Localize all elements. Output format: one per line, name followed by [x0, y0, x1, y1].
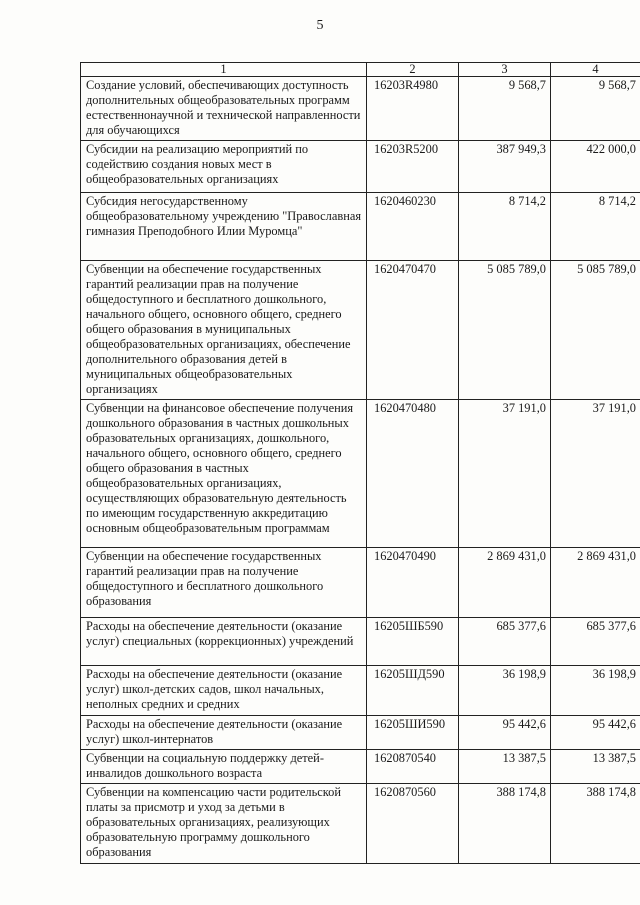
- row-description: Расходы на обеспечение деятельности (оказание услуг) школ-интернатов: [81, 716, 367, 750]
- row-value-col3: 8 714,2: [459, 193, 551, 261]
- row-value-col4: 685 377,6: [551, 618, 640, 666]
- row-description: Субвенции на социальную поддержку детей-инвалидов дошкольного возраста: [81, 750, 367, 784]
- row-code: 16205ШИ590: [367, 716, 459, 750]
- table-row: [81, 400, 640, 548]
- page-number: 5: [316, 18, 324, 33]
- table-row: [81, 666, 640, 716]
- row-value-col3: 387 949,3: [459, 141, 551, 193]
- table-row: [81, 784, 640, 864]
- row-code: 1620870560: [367, 784, 459, 864]
- row-value-col3: 36 198,9: [459, 666, 551, 716]
- column-header-2: 2: [367, 63, 459, 77]
- row-value-col3: 388 174,8: [459, 784, 551, 864]
- row-value-col4: 37 191,0: [551, 400, 640, 548]
- row-value-col4: 2 869 431,0: [551, 548, 640, 618]
- row-value-col4: 422 000,0: [551, 141, 640, 193]
- row-value-col4: 9 568,7: [551, 77, 640, 141]
- row-value-col4: 388 174,8: [551, 784, 640, 864]
- row-description: Расходы на обеспечение деятельности (оказание услуг) специальных (коррекционных) учреждений: [81, 618, 367, 666]
- row-value-col4: 95 442,6: [551, 716, 640, 750]
- row-description: Субсидия негосударственному общеобразовательному учреждению "Православная гимназия Преподобного Илии Муромца": [81, 193, 367, 261]
- row-value-col3: 2 869 431,0: [459, 548, 551, 618]
- row-value-col3: 9 568,7: [459, 77, 551, 141]
- row-description: Расходы на обеспечение деятельности (оказание услуг) школ-детских садов, школ начальных, неполных средних и средних: [81, 666, 367, 716]
- table-row: [81, 141, 640, 193]
- column-header-4: 4: [551, 63, 640, 77]
- row-description: Субсидии на реализацию мероприятий по содействию создания новых мест в общеобразовательных организациях: [81, 141, 367, 193]
- row-value-col4: 5 085 789,0: [551, 261, 640, 400]
- row-code: 16205ШД590: [367, 666, 459, 716]
- row-value-col4: 13 387,5: [551, 750, 640, 784]
- row-description: Субвенции на обеспечение государственных гарантий реализации прав на получение общедоступного и бесплатного дошкольного, начального общего, основного общего, среднего общего образования в муниципальных общеобразовательных организациях, обеспечение дополнительного образования детей в муниципальных общеобразовательных организациях: [81, 261, 367, 400]
- row-code: 1620470490: [367, 548, 459, 618]
- row-code: 1620460230: [367, 193, 459, 261]
- row-value-col4: 8 714,2: [551, 193, 640, 261]
- row-code: 16203R4980: [367, 77, 459, 141]
- row-code: 1620470480: [367, 400, 459, 548]
- row-description: Субвенции на компенсацию части родительской платы за присмотр и уход за детьми в образовательных организациях, реализующих образовательную программу дошкольного образования: [81, 784, 367, 864]
- table-row: [81, 618, 640, 666]
- row-code: 16203R5200: [367, 141, 459, 193]
- table-row: [81, 261, 640, 400]
- table-row: [81, 750, 640, 784]
- row-value-col4: 36 198,9: [551, 666, 640, 716]
- row-code: 1620870540: [367, 750, 459, 784]
- table-row: [81, 716, 640, 750]
- table-row: [81, 77, 640, 141]
- budget-table: [80, 62, 640, 864]
- column-header-3: 3: [459, 63, 551, 77]
- row-value-col3: 13 387,5: [459, 750, 551, 784]
- row-value-col3: 95 442,6: [459, 716, 551, 750]
- row-description: Субвенции на финансовое обеспечение получения дошкольного образования в частных дошкольных образовательных организациях, дошкольного, начального общего, основного общего, среднего общего образования в частных общеобразовательных организациях, осуществляющих образовательную деятельность по имеющим государственную аккредитацию основным общеобразовательным программам: [81, 400, 367, 548]
- table-row: [81, 548, 640, 618]
- row-description: Субвенции на обеспечение государственных гарантий реализации прав на получение общедоступного и бесплатного дошкольного образования: [81, 548, 367, 618]
- row-code: 16205ШБ590: [367, 618, 459, 666]
- table-header-row: [81, 63, 640, 77]
- table-row: [81, 193, 640, 261]
- column-header-1: 1: [81, 63, 367, 77]
- row-value-col3: 5 085 789,0: [459, 261, 551, 400]
- row-value-col3: 685 377,6: [459, 618, 551, 666]
- row-description: Создание условий, обеспечивающих доступность дополнительных общеобразовательных программ естественнонаучной и технической направленности для обучающихся: [81, 77, 367, 141]
- row-value-col3: 37 191,0: [459, 400, 551, 548]
- row-code: 1620470470: [367, 261, 459, 400]
